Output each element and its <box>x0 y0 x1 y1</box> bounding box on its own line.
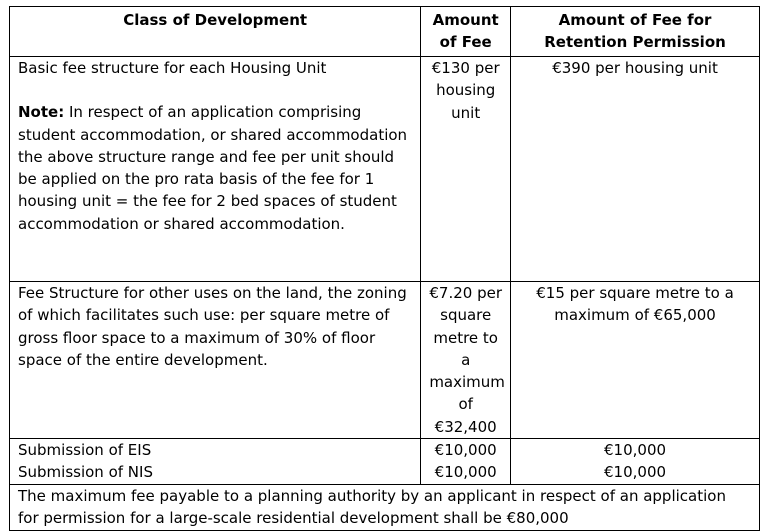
housing-note <box>18 101 412 235</box>
table-header-row <box>10 7 760 57</box>
eis-label: Submission of EIS <box>18 441 152 460</box>
submission-labels-cell <box>10 439 421 485</box>
submission-fee-cell <box>421 439 511 485</box>
note-label: Note: <box>18 103 65 122</box>
eis-retention-fee: €10,000 <box>604 441 667 460</box>
housing-description-cell <box>10 57 421 282</box>
other-uses-description: Fee Structure for other uses on the land, the zoning of which facilitates such use: per square metre of gross floor space to a maximum of 30% of floor space of the entire development. <box>10 282 421 439</box>
housing-fee: €130 per housing unit <box>421 57 511 282</box>
table-row <box>10 282 760 439</box>
other-uses-retention-fee: €15 per square metre to a maximum of €65,000 <box>511 282 760 439</box>
maximum-fee-statement: The maximum fee payable to a planning authority by an applicant in respect of an application for permission for a large-scale residential development shall be €80,000 <box>10 485 760 531</box>
header-class-of-development: Class of Development <box>10 7 421 57</box>
spacer <box>18 79 412 101</box>
other-uses-fee: €7.20 per square metre to a maximum of €32,400 <box>421 282 511 439</box>
fee-table <box>9 6 760 531</box>
nis-fee: €10,000 <box>434 463 497 482</box>
housing-description: Basic fee structure for each Housing Unit <box>18 59 327 77</box>
table-row <box>10 57 760 282</box>
nis-label: Submission of NIS <box>18 463 153 482</box>
header-retention-fee: Amount of Fee for Retention Permission <box>511 7 760 57</box>
table-row <box>10 485 760 531</box>
eis-fee: €10,000 <box>434 441 497 460</box>
header-amount-of-fee: Amount of Fee <box>421 7 511 57</box>
table-row <box>10 439 760 485</box>
housing-retention-fee: €390 per housing unit <box>511 57 760 282</box>
submission-retention-cell <box>511 439 760 485</box>
note-text: In respect of an application comprising student accommodation, or shared accommodation the above structure range and fee per unit should be applied on the pro rata basis of the fee for 1 housing unit = the fee for 2 bed spaces of student accommodation or shared accommodation. <box>18 103 408 233</box>
nis-retention-fee: €10,000 <box>604 463 667 482</box>
